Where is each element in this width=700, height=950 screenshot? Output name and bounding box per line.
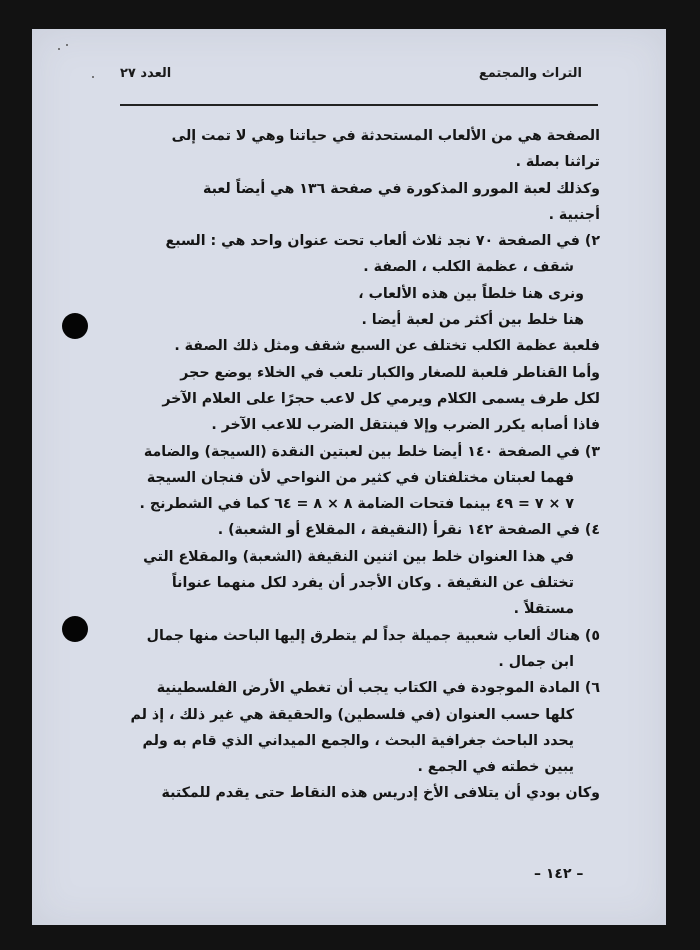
- text-line: في هذا العنوان خلط بين اثنين النقيفة (الشعبة) والمقلاع التي: [143, 548, 574, 565]
- text-line: وأما القناطر فلعبة للصغار والكبار تلعب في الخلاء يوضع حجر: [180, 364, 600, 381]
- text-line: كلها حسب العنوان (في فلسطين) والحقيقة هي غير ذلك ، إذ لم: [130, 706, 574, 723]
- text-line: الصفحة هي من الألعاب المستحدثة في حياتنا وهي لا تمت إلى: [171, 128, 600, 144]
- text-line: ونرى هنا خلطاً بين هذه الألعاب ،: [358, 285, 584, 302]
- paper-speck: [92, 76, 94, 78]
- text-line: ٣) في الصفحة ١٤٠ أيضا خلط بين لعبتين النقدة (السيجة) والضامة: [143, 443, 600, 460]
- running-header: [120, 66, 590, 90]
- text-line: ابن جمال .: [498, 653, 574, 670]
- text-line: ٦) المادة الموجودة في الكتاب يجب أن تغطي الأرض الفلسطينية: [156, 680, 600, 697]
- text-line: وكذلك لعبة المورو المذكورة في صفحة ١٣٦ هي أيضاً لعبة: [203, 180, 600, 197]
- text-line: ٧ × ٧ = ٤٩ بينما فتحات الضامة ٨ × ٨ = ٦٤ كما في الشطرنج .: [139, 496, 574, 513]
- text-line: وكان بودي أن يتلافى الأخ إدريس هذه النقاط حتى يقدم للمكتبة: [161, 785, 600, 802]
- text-line: فلعبة عظمة الكلب تختلف عن السبع شقف ومثل ذلك الصفة .: [174, 338, 600, 355]
- text-line: ٥) هناك ألعاب شعبية جميلة جداً لم يتطرق إليها الباحث منها جمال: [146, 627, 600, 644]
- article-body: [112, 123, 600, 807]
- text-line: يبين خطته في الجمع .: [417, 759, 574, 776]
- journal-title: التراث والمجتمع: [478, 66, 582, 81]
- text-line: ٢) في الصفحة ٧٠ نجد ثلاث ألعاب تحت عنوان واحد هي : السبع: [165, 233, 600, 250]
- text-line: هنا خلط بين أكثر من لعبة أيضا .: [361, 312, 584, 329]
- paper-speck: [66, 44, 68, 46]
- text-line: فهما لعبتان مختلفتان في كثير من النواحي لأن فنجان السيجة: [146, 469, 574, 486]
- page-number: – ١٤٢ –: [534, 866, 584, 882]
- text-line: يحدد الباحث جغرافية البحث ، والجمع الميداني الذي قام به ولم: [142, 732, 574, 749]
- text-line: تراثنا بصلة .: [515, 154, 600, 171]
- issue-number: العدد ٢٧: [120, 66, 172, 81]
- text-line: لكل طرف يسمى الكلام ويرمي كل لاعب حجرًا على العلام الآخر: [162, 390, 600, 407]
- text-line: فاذا أصابه يكرر الضرب وإلا فينتقل الضرب للاعب الآخر .: [211, 417, 600, 434]
- text-line: أجنبية .: [548, 206, 600, 223]
- header-rule: [120, 104, 598, 106]
- punch-hole-top: [62, 313, 88, 339]
- text-line: مستقلاً .: [513, 601, 574, 618]
- paper-speck: [58, 48, 60, 50]
- text-line: ٤) في الصفحة ١٤٢ نقرأ (النقيفة ، المقلاع أو الشعبة) .: [217, 522, 600, 539]
- punch-hole-bottom: [62, 616, 88, 642]
- text-line: شقف ، عظمة الكلب ، الصفة .: [363, 259, 574, 276]
- text-line: تختلف عن النقيفة . وكان الأجدر أن يفرد لكل منهما عنواناً: [171, 575, 574, 592]
